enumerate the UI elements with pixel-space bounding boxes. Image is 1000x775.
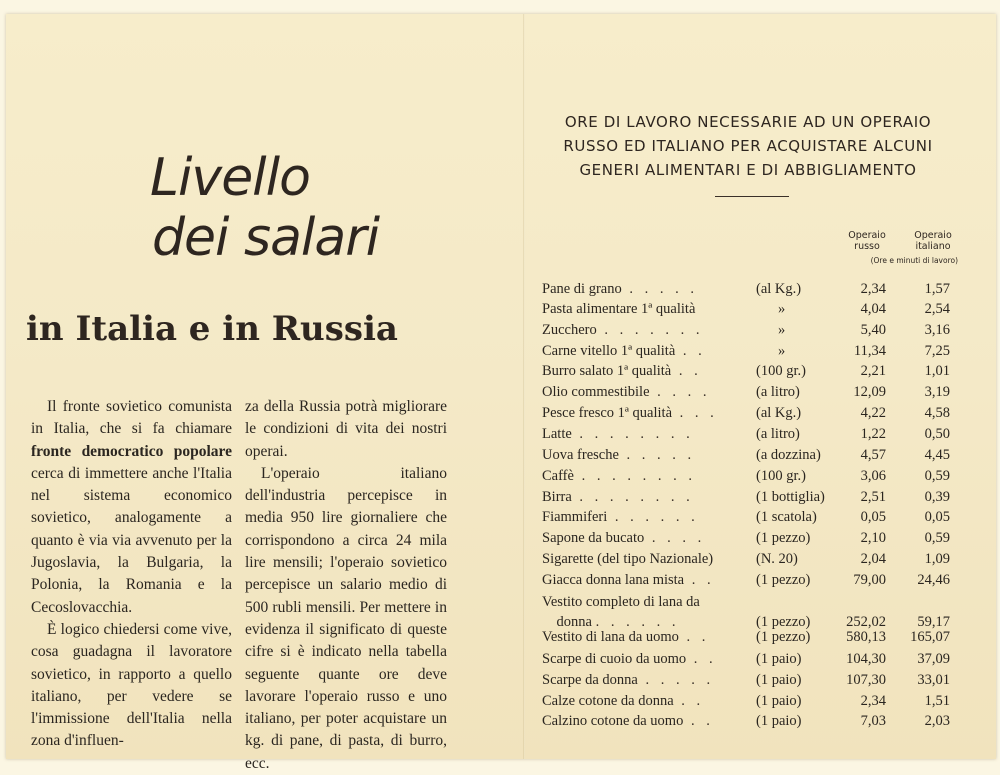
row-value-italiano: 33,01 (917, 672, 950, 688)
row-value-russo: 12,09 (853, 384, 886, 400)
row-unit: (al Kg.) (756, 405, 802, 421)
row-item (542, 445, 752, 465)
row-value-italiano: 0,59 (924, 468, 950, 484)
row-item-label: Calzino cotone da uomo (542, 713, 684, 729)
row-value-russo: 2,34 (860, 693, 886, 709)
leader-dots: . . (684, 572, 715, 588)
row-item-label: Carne vitello 1ª qualità (542, 343, 676, 359)
row-item (542, 570, 752, 590)
row-unit: (1 pezzo) (756, 530, 811, 546)
row-item-label: Pane di grano (542, 281, 622, 297)
row-item (542, 424, 752, 444)
row-unit: (a litro) (756, 426, 800, 442)
row-value-italiano: 0,59 (924, 530, 950, 546)
row-item-label: Pesce fresco 1ª qualità (542, 405, 673, 421)
leader-dots: . . (671, 363, 702, 379)
row-unit: (1 paio) (756, 713, 802, 729)
row-unit: » (778, 343, 786, 359)
row-value-russo: 2,21 (860, 363, 886, 379)
row-value-russo: 104,30 (846, 651, 886, 667)
row-value-russo: 4,22 (860, 405, 886, 421)
leader-dots: . . . . . . . . (573, 468, 696, 484)
row-item: Vestito completo di lana da donna . . . . . . (542, 594, 700, 630)
column-2-paragraph-1: za della Russia potrà migliorare le condizioni di vita dei nostri operai. (245, 398, 447, 460)
row-item-label: Pasta alimentare 1ª qualità (542, 301, 696, 317)
row-value-italiano: 59,17 (917, 614, 950, 630)
row-item (542, 382, 752, 402)
row-value-russo: 580,13 (846, 629, 886, 645)
row-value-russo: 4,57 (860, 447, 886, 463)
column-2-paragraph-2: L'operaio italiano dell'industria percepisce in media 950 lire giornaliere che corrispondono a circa 24 mila lire mensili; l'operaio sovietico percepisce un salario medio di 500 rubli mensili. Per mettere in evidenza il significato di queste cifre si è indicato nella tabella seguente quante ore deve lavorare l'operaio russo e uno italiano, per poter acquistare un kg. di pane, di pasta, di burro, ecc. (245, 464, 447, 772)
column-1-paragraph-2: È logico chiedersi come vive, cosa guadagna il lavoratore sovietico, in rapporto a quello italiano, per vedere se l'immissione dell'Italia nella zona d'influen- (31, 620, 232, 750)
row-unit: (al Kg.) (756, 281, 802, 297)
row-value-italiano: 4,58 (924, 405, 950, 421)
row-value-russo: 2,34 (860, 281, 886, 297)
row-unit: (a dozzina) (756, 447, 821, 463)
row-value-russo: 2,10 (860, 530, 886, 546)
row-unit: (N. 20) (756, 551, 798, 567)
row-item-label: Burro salato 1ª qualità (542, 363, 672, 379)
row-item-label: Latte (542, 426, 572, 442)
row-value-russo: 7,03 (860, 713, 886, 729)
leader-dots: . . . . (644, 530, 706, 546)
row-item (542, 403, 752, 423)
row-item (542, 341, 752, 361)
row-unit: (1 pezzo) (756, 629, 811, 645)
row-unit: (1 paio) (756, 693, 802, 709)
row-value-russo: 4,04 (860, 301, 886, 317)
row-value-italiano: 1,57 (924, 281, 950, 297)
units-note: (Ore e minuti di lavoro) (870, 256, 958, 265)
row-unit: (1 scatola) (756, 509, 817, 525)
row-item (542, 670, 752, 690)
row-item-label: Scarpe di cuoio da uomo (542, 651, 687, 667)
table-heading: ORE DI LAVORO NECESSARIE AD UN OPERAIO RUSSO ED ITALIANO PER ACQUISTARE ALCUNI GENERI ALIMENTARI E DI ABBIGLIAMENTO (563, 113, 933, 179)
row-value-russo: 3,06 (860, 468, 886, 484)
row-value-italiano: 1,01 (924, 363, 950, 379)
subtitle: in Italia e in Russia (26, 309, 398, 349)
row-value-italiano: 7,25 (924, 343, 950, 359)
leader-dots: . . (686, 651, 717, 667)
row-unit: (1 paio) (756, 672, 802, 688)
row-item-label: Olio commestibile (542, 384, 650, 400)
leader-dots: . . . (672, 405, 718, 421)
row-item (542, 507, 752, 527)
row-item-label: Vestito di lana da uomo (542, 629, 679, 645)
row-value-italiano: 1,51 (924, 693, 950, 709)
row-item-label: Caffè (542, 468, 574, 484)
row-item-label: Giacca donna lana mista (542, 572, 685, 588)
row-item (542, 691, 752, 711)
row-item (542, 627, 752, 647)
row-value-italiano: 2,03 (924, 713, 950, 729)
row-value-italiano: 24,46 (917, 572, 950, 588)
row-item (542, 279, 752, 299)
row-item (542, 466, 752, 486)
leader-dots: . . . . . . . (596, 322, 704, 338)
column-header-italiano: Operaio italiano (914, 230, 952, 252)
row-item (542, 361, 752, 381)
row-value-italiano: 3,19 (924, 384, 950, 400)
row-value-russo: 2,04 (860, 551, 886, 567)
emphasis-front-name: fronte democratico popolare (31, 442, 232, 460)
row-item-label: Uova fresche (542, 447, 619, 463)
row-value-italiano: 0,39 (924, 489, 950, 505)
leader-dots: . . . . . (637, 672, 715, 688)
leader-dots: . . . . . . (607, 509, 699, 525)
row-item-label: Fiammiferi (542, 509, 608, 525)
leader-dots: . . . . . (618, 447, 696, 463)
leader-dots: . . (678, 629, 710, 645)
leader-dots: . . (673, 693, 705, 709)
title-line-1: Livello (150, 148, 310, 208)
row-item-label: Sapone da bucato (542, 530, 645, 546)
row-value-russo: 107,30 (846, 672, 886, 688)
leader-dots: . . (675, 343, 706, 359)
row-item-label: Birra (542, 489, 572, 505)
row-item-label: Sigarette (del tipo Nazionale) (542, 551, 714, 567)
row-value-russo: 2,51 (860, 489, 886, 505)
row-item (542, 549, 752, 569)
row-value-italiano: 37,09 (917, 651, 950, 667)
row-value-italiano: 2,54 (924, 301, 950, 317)
row-value-russo: 79,00 (853, 572, 886, 588)
row-value-italiano: 0,50 (924, 426, 950, 442)
column-header-russo: Operaio russo (848, 230, 886, 252)
row-value-italiano: 3,16 (924, 322, 950, 338)
row-unit: (100 gr.) (756, 363, 806, 379)
row-value-russo: 5,40 (860, 322, 886, 338)
row-value-russo: 252,02 (846, 614, 886, 630)
row-unit: (1 pezzo) (756, 572, 811, 588)
row-item (542, 528, 752, 548)
row-value-italiano: 0,05 (924, 509, 950, 525)
row-item (542, 299, 752, 319)
row-value-italiano: 4,45 (924, 447, 950, 463)
row-item (542, 649, 752, 669)
row-item-label: Calze cotone da donna (542, 693, 674, 709)
row-item (542, 320, 752, 340)
row-unit: (1 paio) (756, 651, 802, 667)
title-line-2: dei salari (152, 208, 380, 268)
row-value-russo: 1,22 (860, 426, 886, 442)
row-unit: » (778, 301, 786, 317)
row-unit: (1 bottiglia) (756, 489, 825, 505)
row-item (542, 487, 752, 507)
row-unit: (100 gr.) (756, 468, 806, 484)
row-value-italiano: 1,09 (924, 551, 950, 567)
leader-dots: . . . . . . . . (571, 489, 694, 505)
leader-dots: . . . . (649, 384, 711, 400)
row-value-russo: 0,05 (860, 509, 886, 525)
column-1-paragraph-1: Il fronte sovietico comunista in Italia, che si fa chiamare fronte democratico popolare cerca di immettere anche l'Italia nel sistema economico sovietico, analogamente a quanto è via via avvenuto per la Jugoslavia, la Bulgaria, la Polonia, la Romania e la Cecoslovacchia. (31, 398, 232, 616)
row-value-italiano: 165,07 (910, 629, 950, 645)
leader-dots: . . . . . (621, 281, 698, 297)
leader-dots: . . . . . . . . (571, 426, 694, 442)
row-unit: » (778, 322, 786, 338)
row-value-russo: 11,34 (853, 343, 886, 359)
row-item (542, 711, 752, 731)
row-unit: (a litro) (756, 384, 800, 400)
row-item-label: Zucchero (542, 322, 597, 338)
row-unit: (1 pezzo) (756, 614, 811, 630)
leader-dots: . . (683, 713, 714, 729)
row-item-label: Scarpe da donna (542, 672, 638, 688)
